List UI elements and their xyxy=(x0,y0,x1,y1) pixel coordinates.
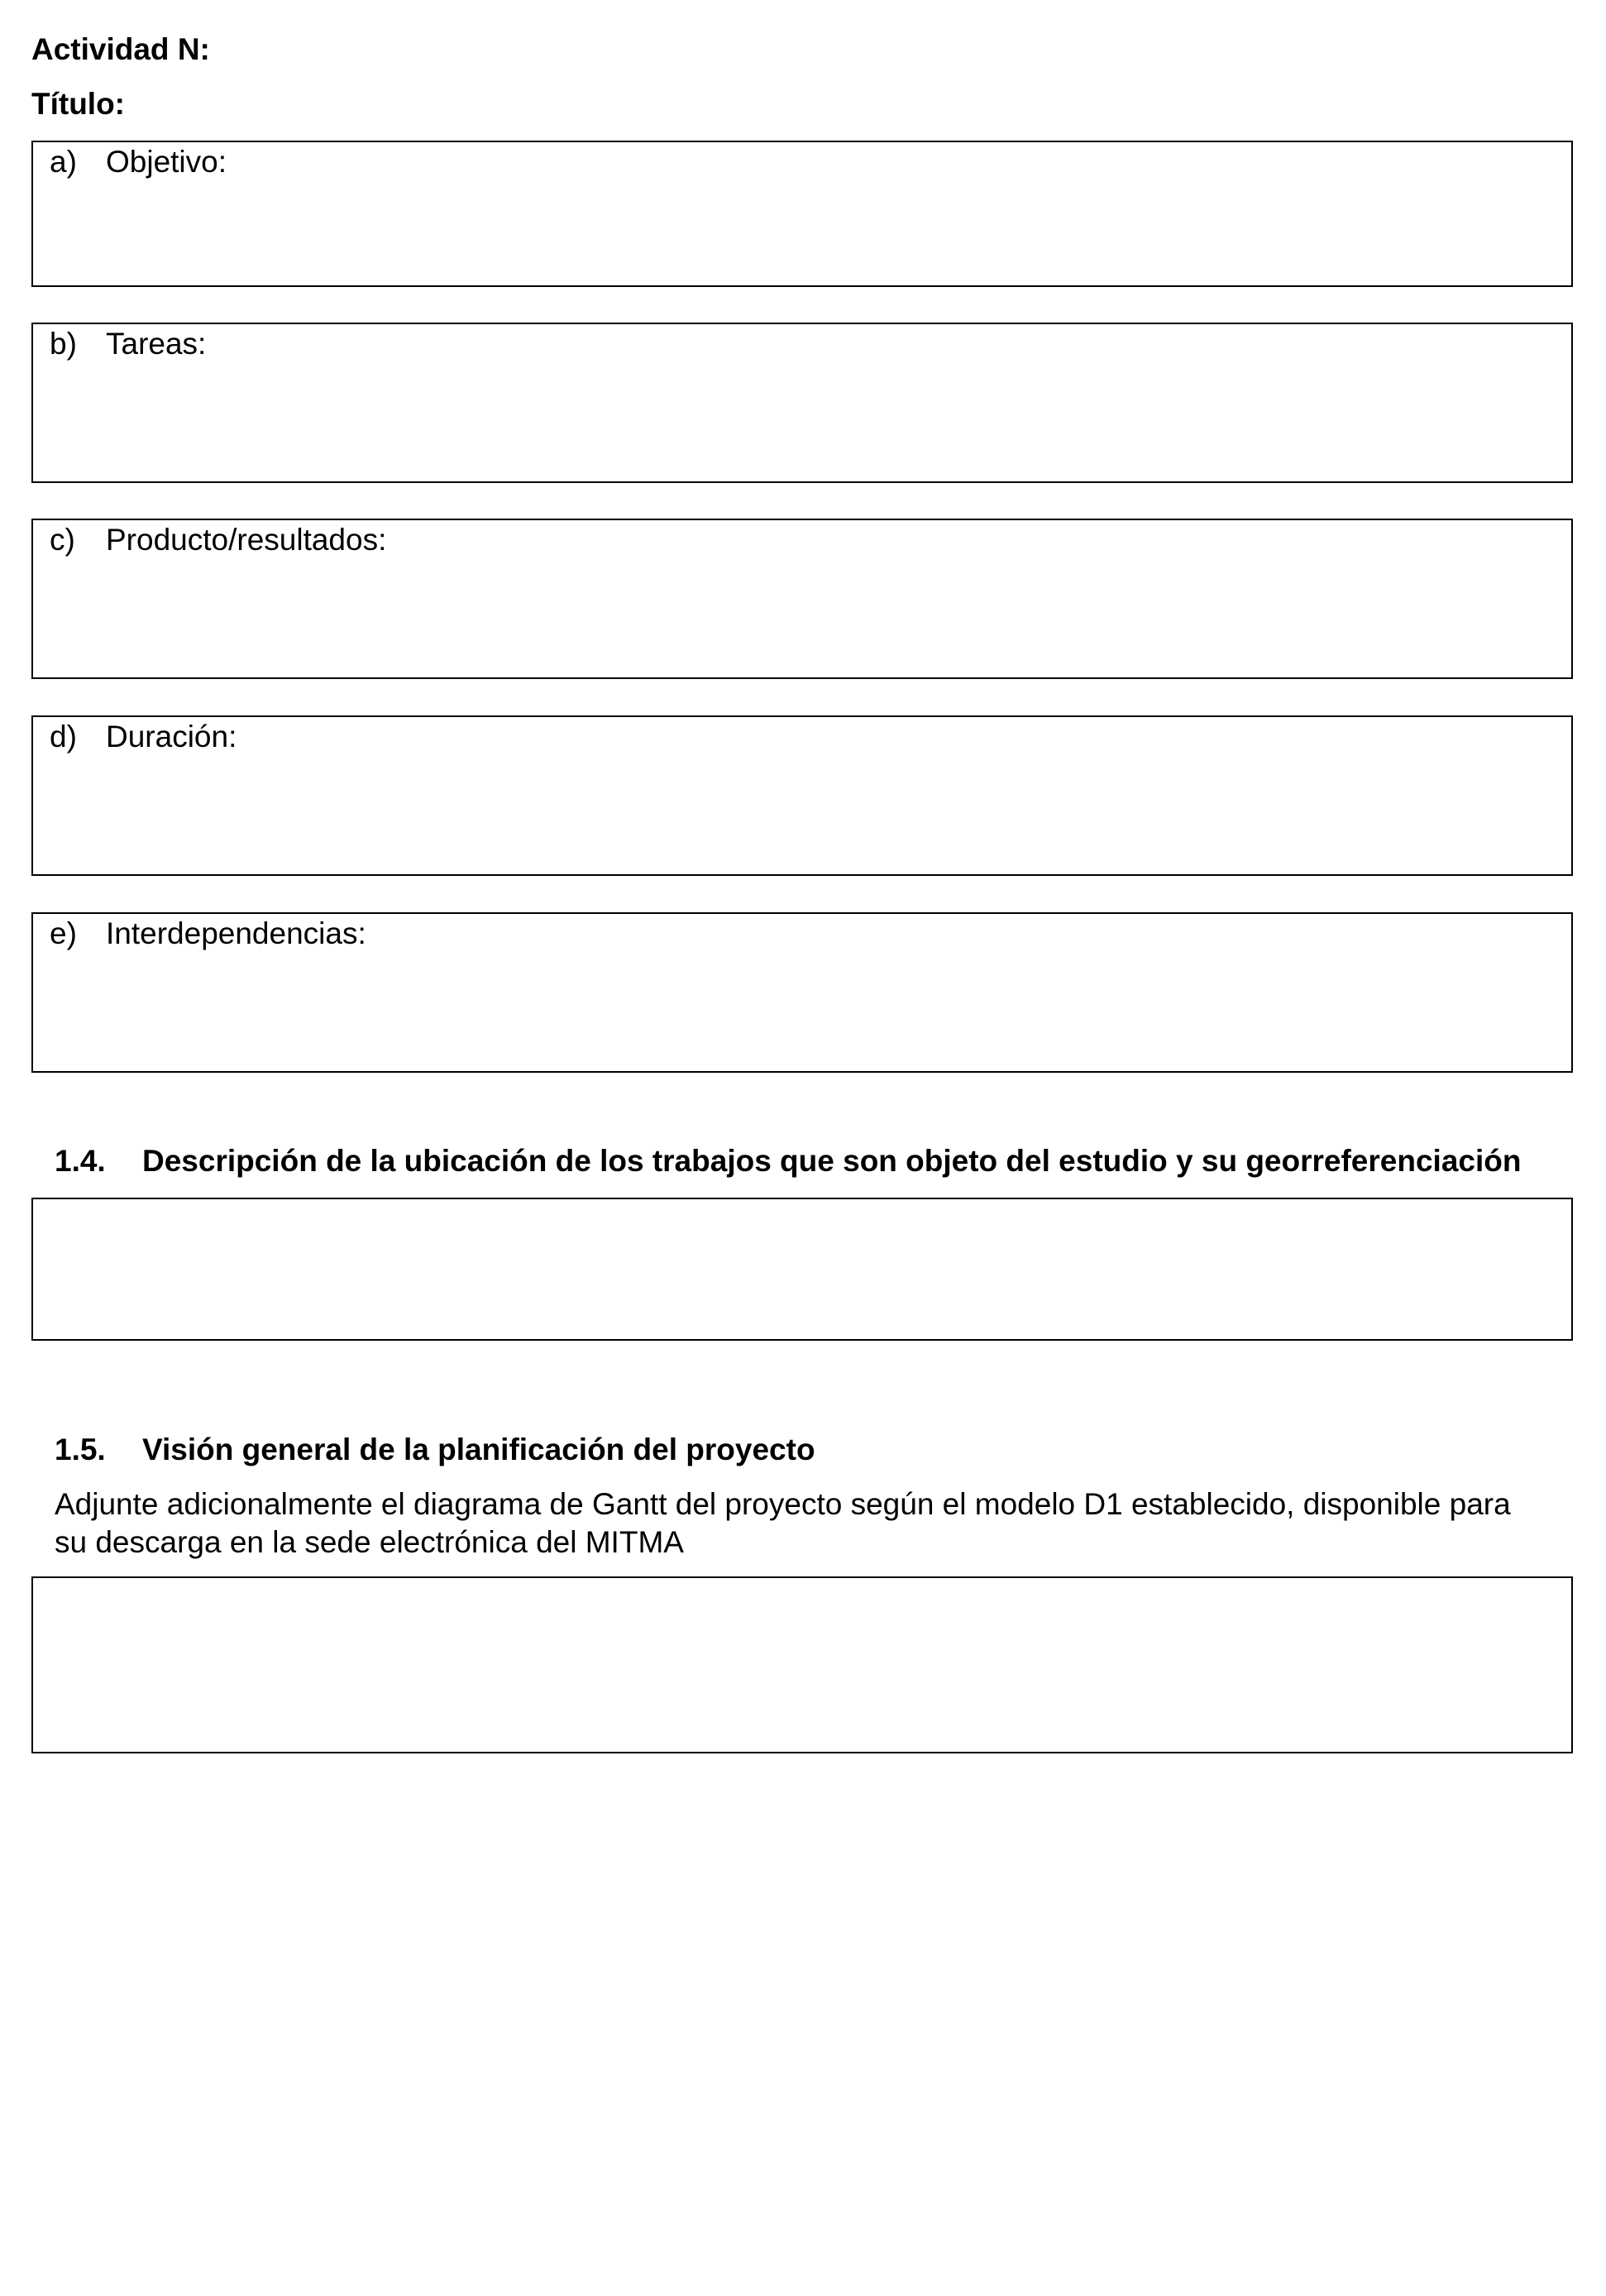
section-1-4-number: 1.4. xyxy=(55,1144,106,1178)
gantt-instructions-line-2: su descarga en la sede electrónica del MITMA xyxy=(55,1525,684,1559)
interdependencies-letter: e) xyxy=(50,916,77,950)
gantt-instructions-line-1: Adjunte adicionalmente el diagrama de Gantt del proyecto según el modelo D1 establecido, disponible para xyxy=(55,1487,1511,1521)
duration-field[interactable] xyxy=(31,715,1573,876)
project-planning-field[interactable] xyxy=(31,1576,1573,1753)
objective-field-label xyxy=(50,144,227,180)
section-1-5-number: 1.5. xyxy=(55,1433,106,1466)
activity-title-label: Título: xyxy=(31,87,126,121)
activity-number-label: Actividad N: xyxy=(31,32,210,66)
duration-field-label xyxy=(50,719,237,755)
section-1-4-title: Descripción de la ubicación de los trabajos que son objeto del estudio y su georreferenciación xyxy=(142,1144,1522,1178)
tasks-field-label xyxy=(50,326,206,362)
product-results-field[interactable] xyxy=(31,519,1573,679)
product-results-letter: c) xyxy=(50,523,75,557)
duration-label: Duración: xyxy=(106,720,237,753)
location-description-field[interactable] xyxy=(31,1198,1573,1341)
objective-field[interactable] xyxy=(31,141,1573,287)
product-results-field-label xyxy=(50,522,386,558)
tasks-label: Tareas: xyxy=(106,327,207,361)
product-results-label: Producto/resultados: xyxy=(106,523,387,557)
objective-letter: a) xyxy=(50,145,77,179)
tasks-letter: b) xyxy=(50,327,77,361)
interdependencies-label: Interdependencias: xyxy=(106,916,366,950)
section-1-5-heading xyxy=(55,1432,815,1468)
tasks-field[interactable] xyxy=(31,323,1573,483)
interdependencies-field[interactable] xyxy=(31,912,1573,1073)
gantt-instructions xyxy=(55,1485,1573,1562)
section-1-4-heading xyxy=(55,1143,1521,1179)
interdependencies-field-label xyxy=(50,916,366,952)
objective-label: Objetivo: xyxy=(106,145,227,179)
duration-letter: d) xyxy=(50,720,77,753)
section-1-5-title: Visión general de la planificación del proyecto xyxy=(142,1433,815,1466)
